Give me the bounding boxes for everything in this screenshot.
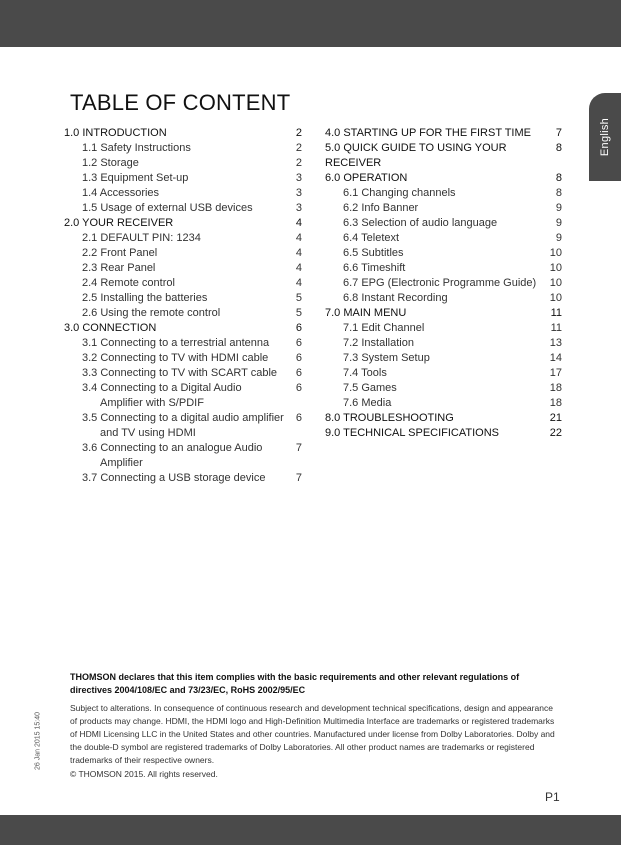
toc-entry[interactable]: [64, 186, 302, 201]
toc-entry-label: 6.0 OPERATION: [325, 172, 408, 184]
toc-entry[interactable]: [64, 321, 302, 336]
toc-entry-label: 6.2 Info Banner: [343, 202, 419, 214]
toc-entry[interactable]: [325, 246, 562, 261]
compliance-declaration: THOMSON declares that this item complies with the basic requirements and other relevant regulations of directives 2004/108/EC and 73/23/EC, RoHS 2002/95/EC: [70, 672, 520, 695]
toc-entry[interactable]: [325, 336, 562, 351]
toc-entry-label: 2.5 Installing the batteries: [82, 292, 208, 304]
toc-entry-label: 3.0 CONNECTION: [64, 322, 157, 334]
toc-entry[interactable]: [325, 126, 562, 141]
print-date-stamp: 26 Jan 2015 15:40: [34, 712, 42, 770]
toc-entry-page: 9: [555, 202, 562, 214]
toc-entry-page: 4: [295, 232, 302, 244]
toc-entry-page: 13: [549, 337, 562, 349]
toc-entry[interactable]: [325, 366, 562, 381]
toc-entry-page: 14: [549, 352, 562, 364]
toc-entry-label: 2.4 Remote control: [82, 277, 175, 289]
toc-entry[interactable]: [325, 216, 562, 231]
toc-entry-page: 11: [550, 322, 562, 334]
toc-entry-label: 6.4 Teletext: [343, 232, 400, 244]
toc-entry[interactable]: [325, 351, 562, 366]
toc-entry-page: 6: [295, 412, 302, 424]
toc-entry[interactable]: [64, 126, 302, 141]
toc-entry-label: 3.1 Connecting to a terrestrial antenna: [82, 337, 270, 349]
toc-entry[interactable]: [64, 231, 302, 246]
toc-entry-label: 3.5 Connecting to a digital audio amplifier and TV using HDMI: [82, 412, 284, 439]
copyright-notice: © THOMSON 2015. All rights reserved.: [70, 769, 218, 779]
toc-entry-page: 11: [550, 307, 562, 319]
header-band: [0, 0, 621, 47]
toc-entry-page: 6: [295, 352, 302, 364]
toc-entry[interactable]: [325, 141, 562, 171]
toc-entry-label: 1.3 Equipment Set-up: [82, 172, 189, 184]
toc-entry-label: 5.0 QUICK GUIDE TO USING YOUR RECEIVER: [325, 142, 507, 169]
toc-entry-page: 4: [295, 217, 302, 229]
toc-entry-page: 3: [295, 187, 302, 199]
toc-entry-page: 6: [295, 337, 302, 349]
toc-entry-page: 7: [295, 472, 302, 484]
footer-band: [0, 815, 621, 845]
toc-entry-label: 1.5 Usage of external USB devices: [82, 202, 253, 214]
toc-entry-label: 6.6 Timeshift: [343, 262, 406, 274]
toc-entry-page: 4: [295, 277, 302, 289]
toc-entry-label: 1.4 Accessories: [82, 187, 160, 199]
toc-entry-page: 6: [295, 367, 302, 379]
toc-entry[interactable]: [64, 246, 302, 261]
toc-entry-label: 2.2 Front Panel: [82, 247, 158, 259]
toc-entry-page: 7: [555, 127, 562, 139]
toc-entry-label: 6.7 EPG (Electronic Programme Guide): [343, 277, 537, 289]
toc-entry[interactable]: [325, 306, 562, 321]
toc-left-column: [64, 126, 302, 486]
toc-entry-label: 7.4 Tools: [343, 367, 387, 379]
toc-entry[interactable]: [64, 261, 302, 276]
toc-entry-page: 18: [549, 397, 562, 409]
toc-entry-page: 6: [295, 322, 302, 334]
toc-entry-label: 7.6 Media: [343, 397, 392, 409]
toc-entry-page: 18: [549, 382, 562, 394]
toc-entry-page: 5: [295, 292, 302, 304]
toc-entry[interactable]: [64, 366, 302, 381]
page-number: P1: [545, 790, 560, 804]
toc-entry-label: 2.6 Using the remote control: [82, 307, 221, 319]
toc-entry-page: 5: [295, 307, 302, 319]
toc-entry-label: 2.0 YOUR RECEIVER: [64, 217, 174, 229]
toc-entry[interactable]: [64, 156, 302, 171]
toc-entry-page: 9: [555, 232, 562, 244]
toc-entry-label: 4.0 STARTING UP FOR THE FIRST TIME: [325, 127, 531, 139]
toc-entry-page: 8: [555, 142, 562, 154]
toc-entry-page: 2: [295, 142, 302, 154]
legal-notice: Subject to alterations. In consequence of continuous research and development technical specifications, design and appearance of products may change. HDMI, the HDMI logo and High-Definition Multimedia Interface are trademarks or registered trademarks of HDMI Licensing LLC in the United States and other countries. Manufactured under license from Dolby Laboratories. Dolby and the double-D symbol are registered trademarks of Dolby Laboratories. All other product names are trademarks or registered trademarks of their respective owners.: [70, 703, 555, 765]
toc-entry[interactable]: [64, 441, 302, 471]
toc-entry[interactable]: [64, 276, 302, 291]
toc-entry-page: 10: [549, 292, 562, 304]
toc-entry-page: 7: [295, 442, 302, 454]
toc-entry[interactable]: [325, 411, 562, 426]
toc-entry-page: 6: [295, 382, 302, 394]
toc-entry[interactable]: [64, 201, 302, 216]
toc-entry-label: 2.1 DEFAULT PIN: 1234: [82, 232, 201, 244]
toc-entry-page: 9: [555, 217, 562, 229]
toc-entry[interactable]: [64, 216, 302, 231]
toc-entry[interactable]: [64, 171, 302, 186]
toc-entry[interactable]: [64, 351, 302, 366]
toc-entry-page: 22: [549, 427, 562, 439]
toc-entry[interactable]: [325, 201, 562, 216]
toc-entry-page: 2: [295, 127, 302, 139]
toc-entry-label: 3.2 Connecting to TV with HDMI cable: [82, 352, 269, 364]
toc-entry[interactable]: [64, 381, 302, 411]
toc-entry-label: 9.0 TECHNICAL SPECIFICATIONS: [325, 427, 500, 439]
toc-entry-page: 8: [555, 187, 562, 199]
toc-entry-label: 6.1 Changing channels: [343, 187, 456, 199]
toc-entry-page: 8: [555, 172, 562, 184]
page-title: TABLE OF CONTENT: [70, 90, 291, 115]
toc-entry-page: 2: [295, 157, 302, 169]
toc-entry-label: 1.2 Storage: [82, 157, 139, 169]
toc-entry-page: 10: [549, 247, 562, 259]
toc-entry-label: 7.3 System Setup: [343, 352, 430, 364]
toc-entry[interactable]: [325, 231, 562, 246]
toc-entry[interactable]: [325, 186, 562, 201]
toc-entry-page: 3: [295, 172, 302, 184]
toc-entry[interactable]: [325, 396, 562, 411]
toc-entry-label: 6.3 Selection of audio language: [343, 217, 498, 229]
toc-entry[interactable]: [325, 171, 562, 186]
toc-entry-label: 7.0 MAIN MENU: [325, 307, 407, 319]
toc-entry[interactable]: [325, 291, 562, 306]
toc-right-column: [325, 126, 562, 441]
toc-entry-page: 10: [549, 277, 562, 289]
toc-entry-label: 1.1 Safety Instructions: [82, 142, 191, 154]
language-tab[interactable]: [589, 93, 621, 181]
toc-entry-label: 8.0 TROUBLESHOOTING: [325, 412, 454, 424]
language-tab-label: English: [599, 117, 611, 157]
toc-entry-page: 17: [549, 367, 562, 379]
toc-entry-label: 7.1 Edit Channel: [343, 322, 425, 334]
toc-entry-page: 4: [295, 247, 302, 259]
toc-entry-label: 3.6 Connecting to an analogue Audio Amplifier: [82, 442, 263, 469]
toc-entry[interactable]: [325, 276, 562, 291]
toc-entry-label: 7.5 Games: [343, 382, 397, 394]
toc-entry-label: 6.5 Subtitles: [343, 247, 404, 259]
toc-entry-label: 7.2 Installation: [343, 337, 414, 349]
toc-entry-label: 2.3 Rear Panel: [82, 262, 156, 274]
toc-entry[interactable]: [325, 381, 562, 396]
toc-entry-page: 3: [295, 202, 302, 214]
toc-entry[interactable]: [64, 291, 302, 306]
toc-entry-label: 3.3 Connecting to TV with SCART cable: [82, 367, 278, 379]
toc-entry[interactable]: [325, 261, 562, 276]
toc-entry[interactable]: [325, 426, 562, 441]
toc-entry-page: 21: [549, 412, 562, 424]
toc-entry-page: 10: [549, 262, 562, 274]
toc-entry[interactable]: [64, 336, 302, 351]
toc-entry[interactable]: [64, 411, 302, 441]
toc-entry[interactable]: [64, 141, 302, 156]
toc-entry-label: 1.0 INTRODUCTION: [64, 127, 167, 139]
toc-entry-page: 4: [295, 262, 302, 274]
toc-entry-label: 3.4 Connecting to a Digital Audio Amplifier with S/PDIF: [82, 382, 242, 409]
toc-entry-label: 6.8 Instant Recording: [343, 292, 448, 304]
toc-entry[interactable]: [64, 471, 302, 486]
toc-entry[interactable]: [64, 306, 302, 321]
toc-entry[interactable]: [325, 321, 562, 336]
toc-entry-label: 3.7 Connecting a USB storage device: [82, 472, 266, 484]
